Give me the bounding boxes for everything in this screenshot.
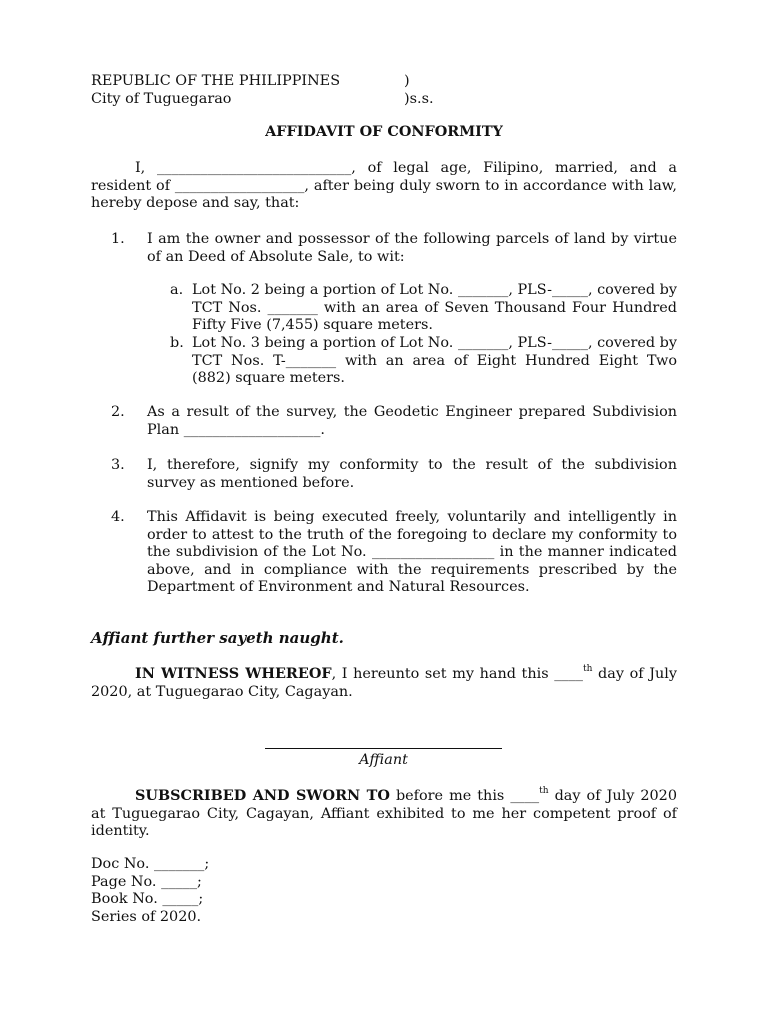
doc-number: Doc No. _______; bbox=[91, 856, 210, 872]
notarial-register bbox=[91, 856, 391, 926]
venue-mark-2: )s.s. bbox=[404, 91, 434, 107]
item-text: I, therefore, signify my conformity to the result of the subdivision survey as mentioned before. bbox=[147, 457, 677, 491]
list-item-3 bbox=[111, 457, 677, 492]
jurat-text-a: before me this ____ bbox=[389, 788, 540, 804]
series-year: Series of 2020. bbox=[91, 908, 202, 925]
sub-item-text: Lot No. 2 being a portion of Lot No. _______, PLS-_____, covered by TCT Nos. _______ with an area of Seven Thousand Four Hundred Fifty Five (7,455) square meters. bbox=[192, 282, 677, 334]
book-number: Book No. _____; bbox=[91, 891, 204, 908]
sub-item-b bbox=[170, 335, 677, 388]
sub-item-a bbox=[170, 282, 677, 335]
jurat-lead: SUBSCRIBED AND SWORN TO bbox=[135, 787, 390, 804]
jurat-paragraph bbox=[91, 787, 677, 841]
signature-label: Affiant bbox=[359, 752, 408, 768]
sub-item-label: b. bbox=[170, 335, 184, 351]
sub-item-label: a. bbox=[170, 282, 184, 298]
witness-paragraph bbox=[91, 665, 677, 701]
jurat-text-b: day of July 2020 at Tuguegarao City, Cagayan, Affiant exhibited to me her competent proof of identity. bbox=[91, 788, 677, 840]
list-item-4 bbox=[111, 509, 677, 597]
venue-mark-1: ) bbox=[404, 73, 410, 89]
venue-block bbox=[91, 73, 451, 109]
venue-city: City of Tuguegarao bbox=[91, 91, 232, 107]
item-number: 2. bbox=[111, 404, 125, 420]
item-text: I am the owner and possessor of the following parcels of land by virtue of an Deed of Absolute Sale, to wit: bbox=[147, 231, 677, 265]
witness-lead: IN WITNESS WHEREOF bbox=[135, 665, 332, 682]
item-text: This Affidavit is being executed freely, voluntarily and intelligently in order to attest to the truth of the foregoing to declare my conformity to the subdivision of the Lot No. _________________ in the manner indicated above, and in compliance with the requirements prescribed by the Department of Environment and Natural Resources. bbox=[147, 509, 677, 596]
closing-statement: Affiant further sayeth naught. bbox=[91, 629, 344, 647]
witness-text-a: , I hereunto set my hand this ____ bbox=[331, 666, 584, 682]
page-number: Page No. _____; bbox=[91, 873, 202, 890]
item-number: 4. bbox=[111, 509, 125, 525]
intro-paragraph bbox=[91, 160, 677, 213]
item-number: 3. bbox=[111, 457, 125, 473]
document-title: AFFIDAVIT OF CONFORMITY bbox=[265, 123, 503, 140]
list-item-2 bbox=[111, 404, 677, 439]
sub-item-text: Lot No. 3 being a portion of Lot No. _______, PLS-_____, covered by TCT Nos. T-_______ with an area of Eight Hundred Eight Two (882) square meters. bbox=[192, 335, 677, 387]
item-text: As a result of the survey, the Geodetic Engineer prepared Subdivision Plan ___________________. bbox=[147, 404, 677, 438]
witness-superscript: th bbox=[583, 664, 593, 674]
jurat-superscript: th bbox=[539, 786, 549, 796]
list-item-1 bbox=[111, 231, 677, 266]
signature-line bbox=[265, 748, 502, 749]
venue-country: REPUBLIC OF THE PHILIPPINES bbox=[91, 73, 341, 89]
intro-text: I, ___________________________, of legal age, Filipino, married, and a resident of __________________, after being duly sworn to in accordance with law, hereby depose and say, that: bbox=[91, 160, 677, 212]
item-number: 1. bbox=[111, 231, 125, 247]
witness-text-b: day of July 2020, at Tuguegarao City, Cagayan. bbox=[91, 666, 677, 700]
